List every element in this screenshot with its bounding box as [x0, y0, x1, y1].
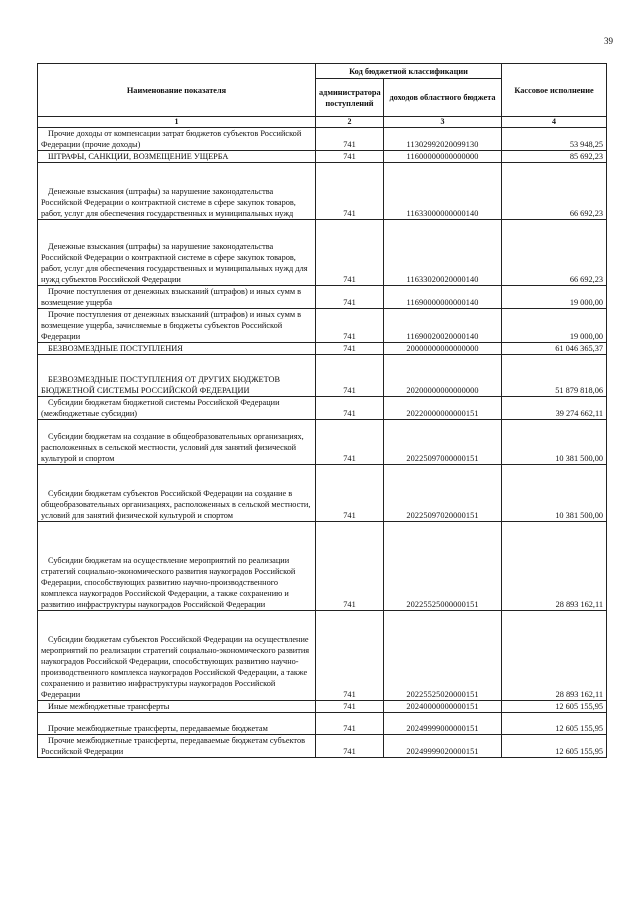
table-row	[38, 611, 607, 701]
row-amount-cell: 10 381 500,00	[502, 465, 607, 522]
row-name-cell: Субсидии бюджетам субъектов Российской Федерации на создание в общеобразовательных организациях, расположенных в сельской местности, условий для занятий физической культурой и спортом	[38, 465, 316, 522]
row-amount-cell: 12 605 155,95	[502, 713, 607, 735]
row-amount-cell: 19 000,00	[502, 286, 607, 309]
row-admin-cell: 741	[316, 286, 384, 309]
header-admin: администратора поступлений	[316, 79, 384, 117]
row-admin-cell: 741	[316, 611, 384, 701]
row-amount-cell: 28 893 162,11	[502, 611, 607, 701]
row-name-cell: Субсидии бюджетам на создание в общеобразовательных организациях, расположенных в сельской местности, условий для занятий физической культурой и спортом	[38, 420, 316, 465]
table-row	[38, 701, 607, 713]
row-name-cell: Субсидии бюджетам бюджетной системы Российской Федерации (межбюджетные субсидии)	[38, 397, 316, 420]
row-admin-cell: 741	[316, 355, 384, 397]
row-name-cell: Прочие межбюджетные трансферты, передаваемые бюджетам	[38, 713, 316, 735]
row-code-cell: 20220000000000151	[384, 397, 502, 420]
row-amount-cell: 12 605 155,95	[502, 701, 607, 713]
row-code-cell: 11600000000000000	[384, 151, 502, 163]
row-amount-cell: 66 692,23	[502, 220, 607, 286]
row-code-cell: 11633020020000140	[384, 220, 502, 286]
row-code-cell: 20225097000000151	[384, 420, 502, 465]
row-name-cell: Прочие поступления от денежных взысканий (штрафов) и иных сумм в возмещение ущерба, зачисляемые в бюджеты субъектов Российской Федерации	[38, 309, 316, 343]
header-code-group: Код бюджетной классификации	[316, 64, 502, 79]
row-admin-cell: 741	[316, 128, 384, 151]
row-admin-cell: 741	[316, 420, 384, 465]
row-amount-cell: 10 381 500,00	[502, 420, 607, 465]
column-number: 2	[316, 117, 384, 128]
table-row	[38, 128, 607, 151]
row-code-cell: 20225525020000151	[384, 611, 502, 701]
row-amount-cell: 28 893 162,11	[502, 522, 607, 611]
row-code-cell: 20225525000000151	[384, 522, 502, 611]
row-amount-cell: 39 274 662,11	[502, 397, 607, 420]
table-row	[38, 735, 607, 758]
row-amount-cell: 53 948,25	[502, 128, 607, 151]
column-number: 3	[384, 117, 502, 128]
row-name-cell: ШТРАФЫ, САНКЦИИ, ВОЗМЕЩЕНИЕ УЩЕРБА	[38, 151, 316, 163]
row-code-cell: 11633000000000140	[384, 163, 502, 220]
row-amount-cell: 19 000,00	[502, 309, 607, 343]
row-amount-cell: 85 692,23	[502, 151, 607, 163]
row-admin-cell: 741	[316, 735, 384, 758]
row-name-cell: Иные межбюджетные трансферты	[38, 701, 316, 713]
column-number: 4	[502, 117, 607, 128]
header-name: Наименование показателя	[38, 64, 316, 117]
header-revenue: доходов областного бюджета	[384, 79, 502, 117]
row-code-cell: 11302992020099130	[384, 128, 502, 151]
row-name-cell: Денежные взыскания (штрафы) за нарушение законодательства Российской Федерации о контрактной системе в сфере закупок товаров, работ, услуг для обеспечения государственных и муниципальных нужд	[38, 163, 316, 220]
row-admin-cell: 741	[316, 522, 384, 611]
column-number: 1	[38, 117, 316, 128]
table-row	[38, 420, 607, 465]
budget-execution-table	[37, 63, 607, 758]
row-code-cell: 11690000000000140	[384, 286, 502, 309]
row-admin-cell: 741	[316, 309, 384, 343]
row-name-cell: Субсидии бюджетам субъектов Российской Федерации на осуществление мероприятий по реализации стратегий социально-экономического развития наукоградов Российской Федерации, способствующих развитию научно-производственного комплекса наукоградов Российской Федерации, а также сохранению и развитию инфраструктуры наукоградов Российской Федерации	[38, 611, 316, 701]
header-amount: Кассовое исполнение	[502, 64, 607, 117]
row-admin-cell: 741	[316, 343, 384, 355]
table-row	[38, 309, 607, 343]
row-admin-cell: 741	[316, 701, 384, 713]
row-admin-cell: 741	[316, 220, 384, 286]
table-row	[38, 713, 607, 735]
table-row	[38, 286, 607, 309]
row-admin-cell: 741	[316, 163, 384, 220]
row-amount-cell: 12 605 155,95	[502, 735, 607, 758]
row-name-cell: Денежные взыскания (штрафы) за нарушение законодательства Российской Федерации о контрактной системе в сфере закупок товаров, работ, услуг для обеспечения государственных и муниципальных нужд для нужд субъектов Российской Федерации	[38, 220, 316, 286]
row-code-cell: 20240000000000151	[384, 701, 502, 713]
row-name-cell: БЕЗВОЗМЕЗДНЫЕ ПОСТУПЛЕНИЯ	[38, 343, 316, 355]
row-code-cell: 20200000000000000	[384, 355, 502, 397]
table-row	[38, 522, 607, 611]
row-admin-cell: 741	[316, 713, 384, 735]
row-code-cell: 11690020020000140	[384, 309, 502, 343]
row-code-cell: 20249999020000151	[384, 735, 502, 758]
table-row	[38, 355, 607, 397]
table-row	[38, 163, 607, 220]
table-row	[38, 151, 607, 163]
row-name-cell: БЕЗВОЗМЕЗДНЫЕ ПОСТУПЛЕНИЯ ОТ ДРУГИХ БЮДЖЕТОВ БЮДЖЕТНОЙ СИСТЕМЫ РОССИЙСКОЙ ФЕДЕРАЦИИ	[38, 355, 316, 397]
page-number: 39	[604, 36, 613, 46]
row-name-cell: Прочие доходы от компенсации затрат бюджетов субъектов Российской Федерации (прочие доходы)	[38, 128, 316, 151]
row-code-cell: 20225097020000151	[384, 465, 502, 522]
row-admin-cell: 741	[316, 397, 384, 420]
table-row	[38, 397, 607, 420]
row-name-cell: Субсидии бюджетам на осуществление мероприятий по реализации стратегий социально-экономического развития наукоградов Российской Федерации, способствующих развитию научно-производственного комплекса наукоградов Российской Федерации, а также сохранению и развитию инфраструктуры наукоградов Российской Федерации	[38, 522, 316, 611]
row-code-cell: 20000000000000000	[384, 343, 502, 355]
table-row	[38, 343, 607, 355]
row-name-cell: Прочие межбюджетные трансферты, передаваемые бюджетам субъектов Российской Федерации	[38, 735, 316, 758]
row-code-cell: 20249999000000151	[384, 713, 502, 735]
row-admin-cell: 741	[316, 465, 384, 522]
row-amount-cell: 51 879 818,06	[502, 355, 607, 397]
row-name-cell: Прочие поступления от денежных взысканий (штрафов) и иных сумм в возмещение ущерба	[38, 286, 316, 309]
table-row	[38, 220, 607, 286]
row-amount-cell: 66 692,23	[502, 163, 607, 220]
row-admin-cell: 741	[316, 151, 384, 163]
table-row	[38, 465, 607, 522]
row-amount-cell: 61 046 365,37	[502, 343, 607, 355]
